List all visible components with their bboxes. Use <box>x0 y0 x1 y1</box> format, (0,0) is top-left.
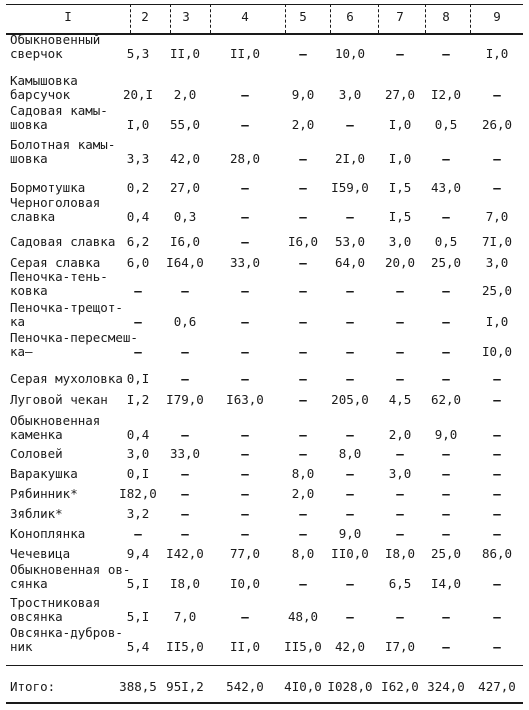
column-header-2: 2 <box>141 9 149 24</box>
species-name: ка <box>10 314 26 329</box>
value-cell-col-4: – <box>241 486 249 501</box>
value-cell-col-4: – <box>241 314 249 329</box>
value-cell-col-9: – <box>493 466 501 481</box>
value-cell-col-4: – <box>241 427 249 442</box>
value-cell-col-4: I63,0 <box>226 392 264 407</box>
value-cell-col-2: 6,2 <box>126 234 150 249</box>
header-separator <box>210 4 211 33</box>
value-cell-col-4: 28,0 <box>229 151 261 166</box>
value-cell-col-9: – <box>493 576 501 591</box>
value-cell-col-5: 9,0 <box>291 87 315 102</box>
value-cell-col-3: 55,0 <box>169 117 201 132</box>
value-cell-col-7: – <box>396 526 404 541</box>
value-cell-col-3: II5,0 <box>166 639 204 654</box>
value-cell-col-3: – <box>181 283 189 298</box>
value-cell-col-4: 33,0 <box>229 255 261 270</box>
value-cell-col-7: 2,0 <box>388 427 412 442</box>
header-separator <box>330 4 331 33</box>
species-name: Пеночка-тень- <box>10 269 108 284</box>
value-cell-col-9: 86,0 <box>481 546 513 561</box>
value-cell-col-7: – <box>396 446 404 461</box>
value-cell-col-2: 0,4 <box>126 209 150 224</box>
value-cell-col-7: – <box>396 314 404 329</box>
value-cell-col-5: – <box>299 576 307 591</box>
value-cell-col-3: – <box>181 506 189 521</box>
value-cell-col-7: – <box>396 486 404 501</box>
species-name: Пеночка-пересмеш- <box>10 330 138 345</box>
species-name: Чечевица <box>10 546 71 561</box>
value-cell-col-8: – <box>442 46 450 61</box>
species-name: Серая мухоловка <box>10 371 123 386</box>
species-name: ка– <box>10 344 33 359</box>
value-cell-col-6: 10,0 <box>334 46 366 61</box>
value-cell-col-9: – <box>493 427 501 442</box>
species-name: Луговой чекан <box>10 392 108 407</box>
value-cell-col-7: – <box>396 371 404 386</box>
value-cell-col-6: 64,0 <box>334 255 366 270</box>
value-cell-col-2: 3,2 <box>126 506 150 521</box>
species-name: Варакушка <box>10 466 78 481</box>
value-cell-col-4: – <box>241 609 249 624</box>
value-cell-col-2: – <box>134 526 142 541</box>
species-name: Коноплянка <box>10 526 86 541</box>
value-cell-col-9: – <box>493 639 501 654</box>
species-name: сянка <box>10 576 48 591</box>
value-cell-col-4: I0,0 <box>229 576 261 591</box>
value-cell-col-2: – <box>134 283 142 298</box>
value-cell-col-7: I,5 <box>388 180 412 195</box>
species-name: Обыкновенная ов- <box>10 562 131 577</box>
value-cell-col-5: – <box>299 446 307 461</box>
column-header-1: I <box>64 9 72 24</box>
value-cell-col-2: 3,0 <box>126 446 150 461</box>
species-name: овсянка <box>10 609 63 624</box>
value-cell-col-6: 53,0 <box>334 234 366 249</box>
total-cell-col-9: 427,0 <box>478 679 516 694</box>
value-cell-col-9: – <box>493 87 501 102</box>
value-cell-col-4: 77,0 <box>229 546 261 561</box>
species-name: каменка <box>10 427 63 442</box>
value-cell-col-2: 3,3 <box>126 151 150 166</box>
value-cell-col-6: – <box>346 427 354 442</box>
value-cell-col-6: – <box>346 371 354 386</box>
value-cell-col-7: I,5 <box>388 209 412 224</box>
species-name: Пеночка-трещот- <box>10 300 123 315</box>
header-separator <box>378 4 379 33</box>
species-name: Бормотушка <box>10 180 86 195</box>
value-cell-col-2: 5,I <box>126 609 150 624</box>
value-cell-col-5: I6,0 <box>287 234 319 249</box>
value-cell-col-8: 25,0 <box>430 255 462 270</box>
value-cell-col-9: – <box>493 392 501 407</box>
value-cell-col-3: I64,0 <box>166 255 204 270</box>
value-cell-col-7: I8,0 <box>384 546 416 561</box>
column-header-5: 5 <box>299 9 307 24</box>
value-cell-col-6: 42,0 <box>334 639 366 654</box>
species-name: сверчок <box>10 46 63 61</box>
value-cell-col-8: – <box>442 506 450 521</box>
species-name: Тростниковая <box>10 595 101 610</box>
value-cell-col-8: – <box>442 639 450 654</box>
value-cell-col-4: – <box>241 117 249 132</box>
value-cell-col-5: – <box>299 314 307 329</box>
total-cell-col-7: I62,0 <box>381 679 419 694</box>
value-cell-col-9: – <box>493 151 501 166</box>
total-cell-col-6: I028,0 <box>327 679 373 694</box>
value-cell-col-4: – <box>241 180 249 195</box>
value-cell-col-5: – <box>299 526 307 541</box>
value-cell-col-3: – <box>181 486 189 501</box>
value-cell-col-5: – <box>299 506 307 521</box>
value-cell-col-8: – <box>442 609 450 624</box>
species-name: шовка <box>10 151 48 166</box>
value-cell-col-8: – <box>442 526 450 541</box>
value-cell-col-6: – <box>346 283 354 298</box>
value-cell-col-4: – <box>241 87 249 102</box>
species-name: Садовая славка <box>10 234 116 249</box>
value-cell-col-7: – <box>396 344 404 359</box>
value-cell-col-9: – <box>493 506 501 521</box>
column-header-3: 3 <box>182 9 190 24</box>
value-cell-col-3: – <box>181 371 189 386</box>
value-cell-col-6: – <box>346 117 354 132</box>
species-name: Обыкновенный <box>10 32 101 47</box>
value-cell-col-4: – <box>241 234 249 249</box>
value-cell-col-9: – <box>493 371 501 386</box>
value-cell-col-8: – <box>442 486 450 501</box>
value-cell-col-9: 7I,0 <box>481 234 513 249</box>
header-separator <box>170 4 171 33</box>
bottom-rule <box>6 702 523 704</box>
value-cell-col-5: – <box>299 46 307 61</box>
value-cell-col-5: 8,0 <box>291 466 315 481</box>
value-cell-col-9: – <box>493 526 501 541</box>
value-cell-col-7: I,0 <box>388 117 412 132</box>
species-name: славка <box>10 209 56 224</box>
value-cell-col-5: – <box>299 255 307 270</box>
value-cell-col-6: – <box>346 609 354 624</box>
value-cell-col-5: 2,0 <box>291 117 315 132</box>
column-header-9: 9 <box>493 9 501 24</box>
value-cell-col-3: 0,6 <box>173 314 197 329</box>
value-cell-col-5: – <box>299 180 307 195</box>
species-name: ковка <box>10 283 48 298</box>
value-cell-col-8: – <box>442 446 450 461</box>
value-cell-col-7: I7,0 <box>384 639 416 654</box>
value-cell-col-9: – <box>493 486 501 501</box>
value-cell-col-9: I,0 <box>485 314 509 329</box>
value-cell-col-6: 205,0 <box>331 392 369 407</box>
value-cell-col-8: – <box>442 371 450 386</box>
value-cell-col-2: 0,4 <box>126 427 150 442</box>
value-cell-col-6: 2I,0 <box>334 151 366 166</box>
column-header-7: 7 <box>396 9 404 24</box>
species-name: Черноголовая <box>10 195 101 210</box>
value-cell-col-4: – <box>241 446 249 461</box>
value-cell-col-6: – <box>346 506 354 521</box>
value-cell-col-3: – <box>181 526 189 541</box>
header-separator <box>285 4 286 33</box>
value-cell-col-2: – <box>134 344 142 359</box>
value-cell-col-7: 27,0 <box>384 87 416 102</box>
value-cell-col-8: – <box>442 344 450 359</box>
column-header-4: 4 <box>241 9 249 24</box>
value-cell-col-7: – <box>396 609 404 624</box>
value-cell-col-5: – <box>299 344 307 359</box>
value-cell-col-6: – <box>346 209 354 224</box>
value-cell-col-7: – <box>396 506 404 521</box>
value-cell-col-3: I8,0 <box>169 576 201 591</box>
value-cell-col-7: – <box>396 283 404 298</box>
value-cell-col-8: – <box>442 209 450 224</box>
value-cell-col-3: I79,0 <box>166 392 204 407</box>
species-name: Овсянка-дубров- <box>10 625 123 640</box>
value-cell-col-4: – <box>241 344 249 359</box>
value-cell-col-8: 0,5 <box>434 117 458 132</box>
header-separator <box>130 4 131 33</box>
value-cell-col-9: 3,0 <box>485 255 509 270</box>
value-cell-col-6: II0,0 <box>331 546 369 561</box>
value-cell-col-6: – <box>346 466 354 481</box>
value-cell-col-5: 8,0 <box>291 546 315 561</box>
value-cell-col-9: – <box>493 180 501 195</box>
value-cell-col-3: – <box>181 344 189 359</box>
value-cell-col-4: II,0 <box>229 639 261 654</box>
value-cell-col-8: – <box>442 466 450 481</box>
value-cell-col-4: – <box>241 209 249 224</box>
value-cell-col-7: 4,5 <box>388 392 412 407</box>
value-cell-col-5: – <box>299 427 307 442</box>
value-cell-col-9: I0,0 <box>481 344 513 359</box>
total-label: Итого: <box>10 679 56 694</box>
value-cell-col-8: 25,0 <box>430 546 462 561</box>
total-rule <box>6 665 523 666</box>
value-cell-col-5: II5,0 <box>284 639 322 654</box>
value-cell-col-6: – <box>346 576 354 591</box>
species-name: Рябинник* <box>10 486 78 501</box>
value-cell-col-7: 3,0 <box>388 234 412 249</box>
value-cell-col-9: 7,0 <box>485 209 509 224</box>
value-cell-col-3: 0,3 <box>173 209 197 224</box>
value-cell-col-8: – <box>442 283 450 298</box>
value-cell-col-3: I42,0 <box>166 546 204 561</box>
value-cell-col-5: – <box>299 371 307 386</box>
value-cell-col-6: 8,0 <box>338 446 362 461</box>
total-cell-col-3: 95I,2 <box>166 679 204 694</box>
value-cell-col-2: 0,I <box>126 371 150 386</box>
species-name: Обыкновенная <box>10 413 101 428</box>
value-cell-col-2: 5,3 <box>126 46 150 61</box>
total-cell-col-2: 388,5 <box>119 679 157 694</box>
value-cell-col-2: 6,0 <box>126 255 150 270</box>
value-cell-col-4: – <box>241 283 249 298</box>
value-cell-col-3: I6,0 <box>169 234 201 249</box>
value-cell-col-3: – <box>181 427 189 442</box>
value-cell-col-3: II,0 <box>169 46 201 61</box>
value-cell-col-6: – <box>346 314 354 329</box>
value-cell-col-6: 9,0 <box>338 526 362 541</box>
species-name: Зяблик* <box>10 506 63 521</box>
value-cell-col-2: 5,I <box>126 576 150 591</box>
value-cell-col-7: 3,0 <box>388 466 412 481</box>
value-cell-col-5: – <box>299 151 307 166</box>
value-cell-col-3: 42,0 <box>169 151 201 166</box>
value-cell-col-6: I59,0 <box>331 180 369 195</box>
value-cell-col-2: 20,I <box>122 87 154 102</box>
value-cell-col-8: 43,0 <box>430 180 462 195</box>
value-cell-col-5: – <box>299 209 307 224</box>
value-cell-col-8: – <box>442 151 450 166</box>
value-cell-col-4: – <box>241 371 249 386</box>
value-cell-col-6: – <box>346 486 354 501</box>
species-name: Соловей <box>10 446 63 461</box>
value-cell-col-8: I4,0 <box>430 576 462 591</box>
total-cell-col-4: 542,0 <box>226 679 264 694</box>
value-cell-col-2: I82,0 <box>119 486 157 501</box>
column-header-8: 8 <box>442 9 450 24</box>
species-name: ник <box>10 639 33 654</box>
value-cell-col-2: 0,2 <box>126 180 150 195</box>
value-cell-col-7: – <box>396 46 404 61</box>
value-cell-col-6: 3,0 <box>338 87 362 102</box>
value-cell-col-8: – <box>442 314 450 329</box>
value-cell-col-9: – <box>493 446 501 461</box>
value-cell-col-2: 0,I <box>126 466 150 481</box>
value-cell-col-2: I,0 <box>126 117 150 132</box>
column-header-6: 6 <box>346 9 354 24</box>
value-cell-col-5: – <box>299 283 307 298</box>
value-cell-col-2: – <box>134 314 142 329</box>
value-cell-col-9: 26,0 <box>481 117 513 132</box>
value-cell-col-9: 25,0 <box>481 283 513 298</box>
species-name: Камышовка <box>10 73 78 88</box>
header-separator <box>425 4 426 33</box>
species-name: Садовая камы- <box>10 103 108 118</box>
value-cell-col-8: 9,0 <box>434 427 458 442</box>
value-cell-col-4: – <box>241 526 249 541</box>
value-cell-col-5: 2,0 <box>291 486 315 501</box>
value-cell-col-7: I,0 <box>388 151 412 166</box>
value-cell-col-3: 7,0 <box>173 609 197 624</box>
value-cell-col-7: 20,0 <box>384 255 416 270</box>
value-cell-col-5: – <box>299 392 307 407</box>
value-cell-col-2: I,2 <box>126 392 150 407</box>
value-cell-col-3: – <box>181 466 189 481</box>
value-cell-col-9: – <box>493 609 501 624</box>
header-separator <box>470 4 471 33</box>
species-name: Болотная камы- <box>10 137 116 152</box>
top-rule <box>6 4 523 5</box>
value-cell-col-8: 62,0 <box>430 392 462 407</box>
species-name: шовка <box>10 117 48 132</box>
total-cell-col-5: 4I0,0 <box>284 679 322 694</box>
value-cell-col-8: 0,5 <box>434 234 458 249</box>
value-cell-col-3: 33,0 <box>169 446 201 461</box>
value-cell-col-6: – <box>346 344 354 359</box>
value-cell-col-9: I,0 <box>485 46 509 61</box>
species-name: барсучок <box>10 87 71 102</box>
value-cell-col-3: 2,0 <box>173 87 197 102</box>
species-name: Серая славка <box>10 255 101 270</box>
total-cell-col-8: 324,0 <box>427 679 465 694</box>
value-cell-col-2: 9,4 <box>126 546 150 561</box>
value-cell-col-4: – <box>241 466 249 481</box>
value-cell-col-5: 48,0 <box>287 609 319 624</box>
value-cell-col-4: II,0 <box>229 46 261 61</box>
value-cell-col-2: 5,4 <box>126 639 150 654</box>
value-cell-col-7: 6,5 <box>388 576 412 591</box>
value-cell-col-3: 27,0 <box>169 180 201 195</box>
value-cell-col-4: – <box>241 506 249 521</box>
value-cell-col-8: I2,0 <box>430 87 462 102</box>
